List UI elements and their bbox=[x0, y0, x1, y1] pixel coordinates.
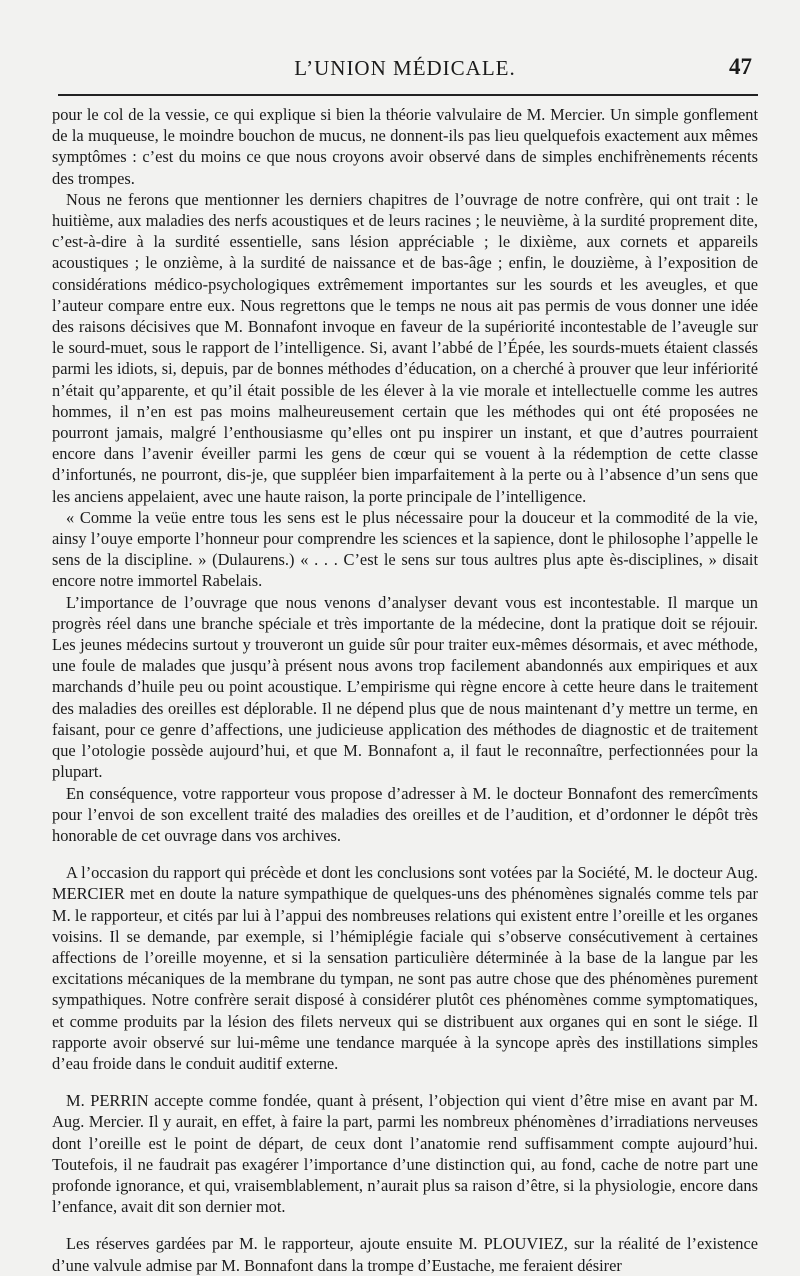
page-header bbox=[52, 48, 758, 88]
paragraph: Nous ne ferons que mentionner les derniers chapitres de l’ouvrage de notre confrère, qui ont trait : le huitième, aux maladies des nerfs acoustiques et de leurs racines ; le neuvième, à la surdité proprement dite, c’est-à-dire à la surdité essentielle, sans lésion appréciable ; le dixième, aux cornets et appareils acoustiques ; le onzième, à la surdité de naissance et de bas-âge ; enfin, le douzième, à l’exposition de considérations médico-psychologiques extrêmement importantes sur les sourds et les aveugles, et que l’auteur compare entre eux. Nous regrettons que le temps ne nous ait pas permis de vous donner une idée des raisons décisives que M. Bonnafont invoque en faveur de la supériorité incontestable de l’aveugle sur le sourd-muet, sous le rapport de l’intelligence. Si, avant l’abbé de l’Épée, les sourds-muets étaient classés parmi les idiots, si, depuis, par de bonnes méthodes d’éducation, on a cherché à prouver que leur infériorité n’était qu’apparente, et qu’il était possible de les élever à la vie morale et intellectuelle comme les autres hommes, il n’en est pas moins malheureusement certain que les méthodes qui ont été proposées ne pourront jamais, malgré l’enthousiasme qu’elles ont pu inspirer un instant, et que d’autres pourraient encore dans l’avenir éveiller parmi les gens de cœur qui se vouent à la rédemption de cette classe d’infortunés, ne pourront, dis-je, que suppléer bien imparfaitement à la perte ou à l’absence d’un sens que les anciens appelaient, avec une haute raison, la porte principale de l’intelligence. bbox=[52, 189, 758, 506]
paragraph: A l’occasion du rapport qui précède et dont les conclusions sont votées par la Société, M. le docteur Aug. MERCIER met en doute la nature sympathique de quelques-uns des phénomènes signalés comme tels par M. le rapporteur, et cités par lui à l’appui des nombreuses relations qui existent entre l’oreille et les organes voisins. Il se demande, par exemple, si l’hémiplégie faciale qui s’observe consécutivement à certaines affections de l’oreille moyenne, et si la sensation particulière déterminée à la base de la langue par les excitations mécaniques de la membrane du tympan, ne sont pas autre chose que des phénomènes purement sympathiques. Notre confrère serait disposé à considérer plutôt ces phénomènes comme symptomatiques, et comme produits par la lésion des filets nerveux qui se distribuent aux organes qui en sont le siége. Il rapporte avoir observé sur lui-même une tendance marquée à la syncope après des instillations simples d’eau froide dans le conduit auditif externe. bbox=[52, 863, 758, 1073]
paragraph: Les réserves gardées par M. le rapporteur, ajoute ensuite M. PLOUVIEZ, sur la réalité de l’existence d’une valvule admise par M. Bonnafont dans la trompe d’Eustache, me feraient désirer bbox=[52, 1234, 758, 1275]
page-number: 47 bbox=[729, 54, 752, 79]
header-rule bbox=[58, 94, 758, 96]
paragraph: L’importance de l’ouvrage que nous venons d’analyser devant vous est incontestable. Il marque un progrès réel dans une branche spéciale et très importante de la médecine, dont la pratique doit se réjouir. Les jeunes médecins surtout y trouveront un guide sûr pour traiter eux-mêmes désormais, et avec méthode, une foule de malades que jusqu’à présent nous avons trop facilement abandonnés aux empiriques et aux marchands d’huile peu ou point acoustique. L’empirisme qui règne encore à cette heure dans le traitement des maladies des oreilles est déplorable. Il ne dépend plus que de nous maintenant d’y mettre un terme, en faisant, pour ce genre d’affections, une judicieuse application des méthodes de diagnostic et de traitement que l’otologie possède aujourd’hui, et que M. Bonnafont a, il faut le reconnaître, perfectionnées pour la plupart. bbox=[52, 592, 758, 782]
running-title: L’UNION MÉDICALE. bbox=[294, 56, 516, 80]
paragraph: M. PERRIN accepte comme fondée, quant à présent, l’objection qui vient d’être mise en avant par M. Aug. Mercier. Il y aurait, en effet, à faire la part, parmi les nombreux phénomènes d’irradiations nerveuses dont l’oreille est le point de départ, de ceux dont l’anatomie rend suffisamment compte aujourd’hui. Toutefois, il ne faudrait pas exagérer l’importance d’une distinction qui, au fond, cache de notre part une profonde ignorance, et qui, vraisemblablement, n’aurait plus sa raison d’être, si la physiologie, encore dans l’enfance, avait dit son dernier mot. bbox=[52, 1091, 758, 1217]
paragraph: pour le col de la vessie, ce qui explique si bien la théorie valvulaire de M. Mercier. Un simple gonflement de la muqueuse, le moindre bouchon de mucus, ne donnent-ils pas lieu quelquefois exactement aux mêmes symptômes : c’est du moins ce que nous croyons avoir observé dans de simples enchifrènements récents des trompes. bbox=[52, 105, 758, 188]
paragraph: En conséquence, votre rapporteur vous propose d’adresser à M. le docteur Bonnafont des remercîments pour l’envoi de son excellent traité des maladies des oreilles et de l’audition, et d’ordonner le dépôt très honorable de cet ouvrage dans vos archives. bbox=[52, 783, 758, 845]
paragraph: « Comme la veüe entre tous les sens est le plus nécessaire pour la douceur et la commodité de la vie, ainsy l’ouye emporte l’honneur pour comprendre les sciences et la sapience, dont le philosophe l’appelle le sens de la discipline. » (Dulaurens.) « . . . C’est le sens sur tous aultres plus apte ès-disciplines, » disait encore notre immortel Rabelais. bbox=[52, 507, 758, 591]
article-body bbox=[52, 104, 758, 1276]
